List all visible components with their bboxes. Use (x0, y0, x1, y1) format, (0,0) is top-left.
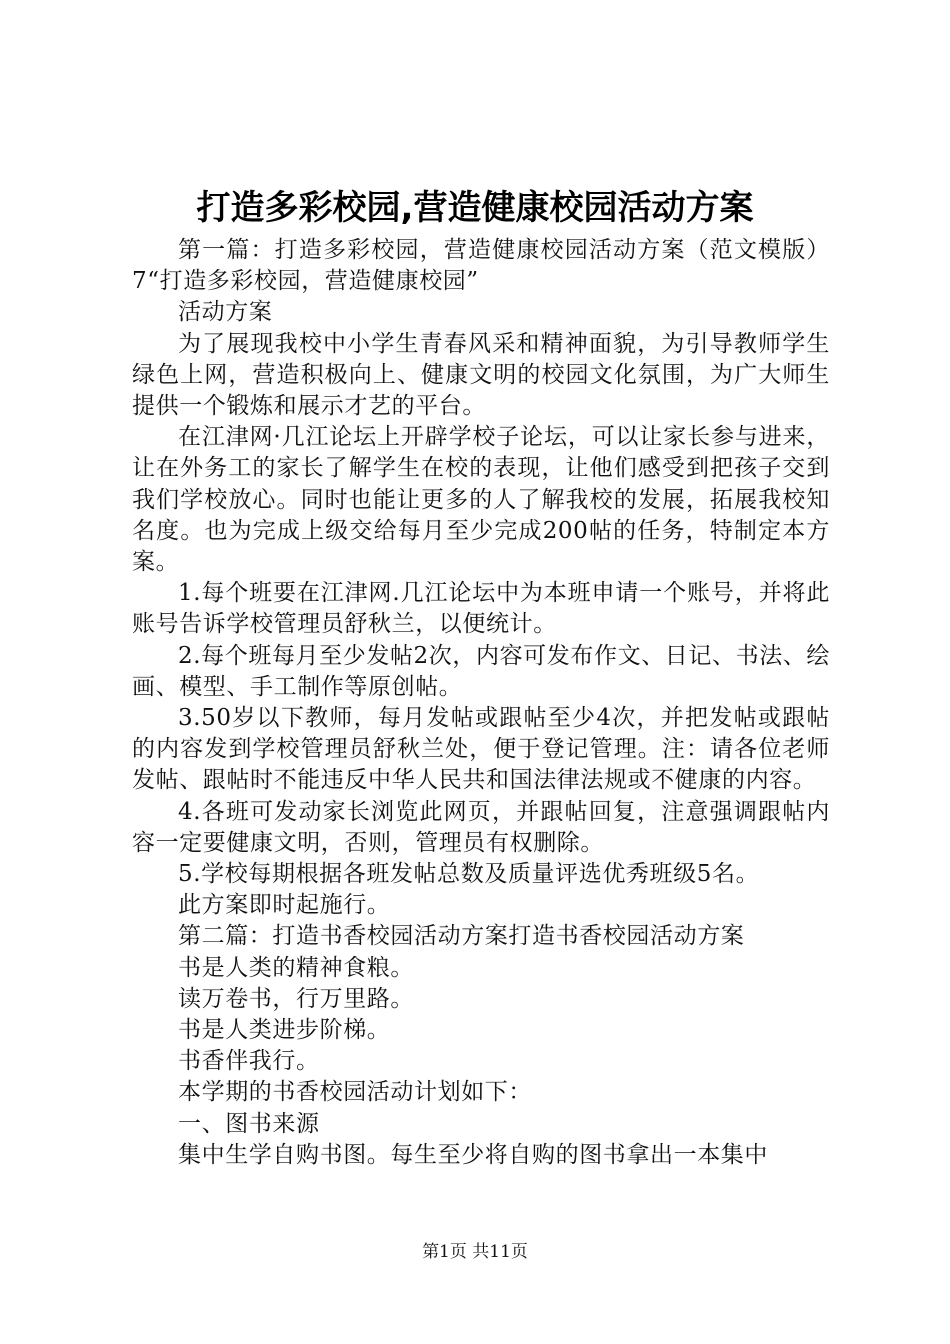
document-title: 打造多彩校园,营造健康校园活动方案 (196, 188, 754, 228)
paragraph: 5.学校每期根据各班发帖总数及质量评选优秀班级5名。 (178, 861, 760, 888)
paragraph: 一、图书来源 (178, 1110, 320, 1137)
document-body (132, 235, 830, 1171)
page-footer: 第1页 共11页 (422, 1242, 528, 1262)
paragraph: 此方案即时起施行。 (178, 892, 391, 919)
paragraph: 书是人类进步阶梯。 (178, 1017, 391, 1044)
paragraph: 第二篇：打造书香校园活动方案打造书香校园活动方案 (178, 923, 745, 950)
paragraph: 读万卷书，行万里路。 (178, 985, 414, 1012)
paragraph: 2.每个班每月至少发帖2次，内容可发布作文、日记、书法、绘画、模型、手工制作等原创帖。 (132, 642, 830, 700)
paragraph: 本学期的书香校园活动计划如下： (178, 1079, 532, 1106)
paragraph: 书香伴我行。 (178, 1048, 320, 1075)
paragraph: 在江津网·几江论坛上开辟学校子论坛，可以让家长参与进来，让在外务工的家长了解学生在校的表现，让他们感受到把孩子交到我们学校放心。同时也能让更多的人了解我校的发展，拓展我校知名度。也为完成上级交给每月至少完成200帖的任务，特制定本方案。 (132, 424, 830, 576)
paragraph: 3.50岁以下教师，每月发帖或跟帖至少4次，并把发帖或跟帖的内容发到学校管理员舒秋兰处，便于登记管理。注：请各位老师发帖、跟帖时不能违反中华人民共和国法律法规或不健康的内容。 (132, 705, 830, 794)
paragraph: 为了展现我校中小学生青春风采和精神面貌，为引导教师学生绿色上网，营造积极向上、健康文明的校园文化氛围，为广大师生提供一个锻炼和展示才艺的平台。 (132, 330, 830, 420)
paragraph: 第一篇：打造多彩校园，营造健康校园活动方案（范文模版）7“打造多彩校园，营造健康校园” (132, 237, 830, 295)
paragraph: 1.每个班要在江津网.几江论坛中为本班申请一个账号，并将此账号告诉学校管理员舒秋兰，以便统计。 (132, 580, 830, 638)
paragraph: 4.各班可发动家长浏览此网页，并跟帖回复，注意强调跟帖内容一定要健康文明，否则，管理员有权删除。 (132, 798, 830, 856)
paragraph: 集中生学自购书图。每生至少将自购的图书拿出一本集中 (178, 1141, 768, 1168)
paragraph: 活动方案 (178, 299, 273, 326)
paragraph: 书是人类的精神食粮。 (178, 954, 414, 981)
